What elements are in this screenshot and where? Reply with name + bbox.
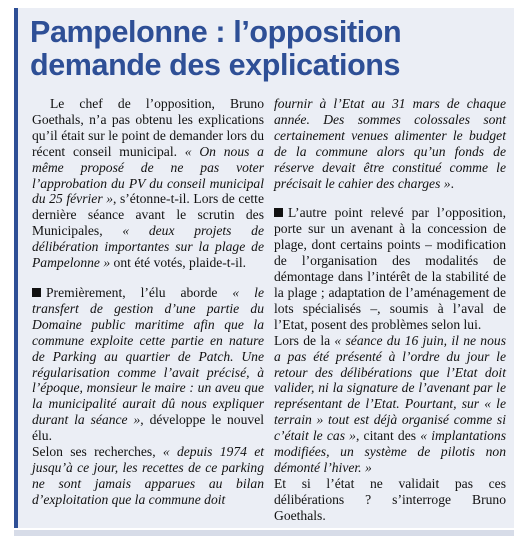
- quote-text: « depuis 1974 et jusqu’à ce jour, les recettes de ce parking ne sont jamais apparues au bilan d’exploitation que la commune doit: [32, 444, 265, 507]
- body-text: Premièrement, l’élu aborde: [46, 284, 233, 300]
- body-text: L’autre point relevé par l’opposition, porte sur un avenant à la concession de plage, dont certains points – modification de l’organisation des modalités de démontage dans l’intérêt de la stabilité de la plage ; adaptation de l’aménagement de lots spécialisés –, soumis à l’aval de l’Etat, posent des problèmes selon lui.: [274, 205, 506, 332]
- body-text: , développe le nouvel élu.: [32, 412, 265, 444]
- quote-text: « le transfert de gestion d’une partie du Domaine public maritime afin que la commune exploite cette partie en nature de Parking au quartier de Patch. Une régularisation comme l’avait précisé, à l’époque, monsieur le maire : un aveu que la municipalité aurait dû nous expliquer durant la séance »: [32, 284, 264, 428]
- paragraph-first-point-text: [32, 285, 264, 443]
- article-columns: [32, 96, 506, 523]
- article-column-left: [32, 96, 264, 520]
- quote-text: « implantations modifiées, un système de pilotis non démonté l’hiver. »: [274, 428, 506, 475]
- square-bullet-icon: [274, 208, 283, 217]
- body-text: ont été votés, plaide-t-il.: [110, 255, 247, 271]
- quote-text: « séance du 16 juin, il ne nous a pas été présenté à l’ordre du jour le retour des délibérations que l’Etat doit valider, ni la signature de l’avenant par le représentant de l’Etat. Pourtant, sur « le terrain » tout est déjà organisé comme si c’était le cas »: [274, 332, 506, 444]
- body-text: Et si l’état ne validait pas ces délibérations ? s’interroge Bruno Goethals.: [274, 475, 506, 523]
- paragraph-session: [274, 333, 506, 476]
- body-text: Selon ses recherches,: [32, 444, 163, 460]
- next-article-rule: [14, 530, 514, 536]
- square-bullet-icon: [32, 288, 41, 297]
- article-headline: Pampelonne : l’opposition demande des explications: [30, 15, 402, 82]
- body-text: Le chef de l’opposition, Bruno Goethals, n’a pas obtenu les explications qu’il était sur le point de demander lors du récent conseil municipal.: [32, 96, 264, 159]
- article-column-right: [274, 96, 506, 523]
- quote-text: fournir à l’Etat au 31 mars de chaque année. Des sommes colossales sont certainement venues alimenter le budget de la commune alors qu’un fonds de réserve devait être constitué comme le précisait le cahier des charges »: [274, 96, 506, 191]
- body-text: , citant des: [355, 428, 421, 444]
- body-text: , s’étonne-t-il. Lors de cette dernière séance avant le scrutin des Municipales,: [32, 191, 264, 239]
- paragraph-second-point: [274, 205, 506, 332]
- body-text: .: [450, 175, 454, 191]
- paragraph-first-point: [32, 285, 264, 444]
- quote-text: « On nous a même proposé de ne pas voter l’approbation du PV du conseil municipal du 25 février »: [32, 143, 264, 207]
- paragraph-research: [32, 444, 264, 508]
- paragraph-continuation: [274, 96, 506, 191]
- paragraph-second-point-text: [274, 205, 506, 331]
- paragraph-closing-question: [274, 476, 506, 524]
- article-card: [14, 8, 514, 528]
- body-text: Lors de la: [274, 332, 335, 348]
- paragraph-intro: [32, 96, 264, 271]
- quote-text: « deux projets de délibération importantes sur la plage de Pampelonne »: [32, 223, 264, 271]
